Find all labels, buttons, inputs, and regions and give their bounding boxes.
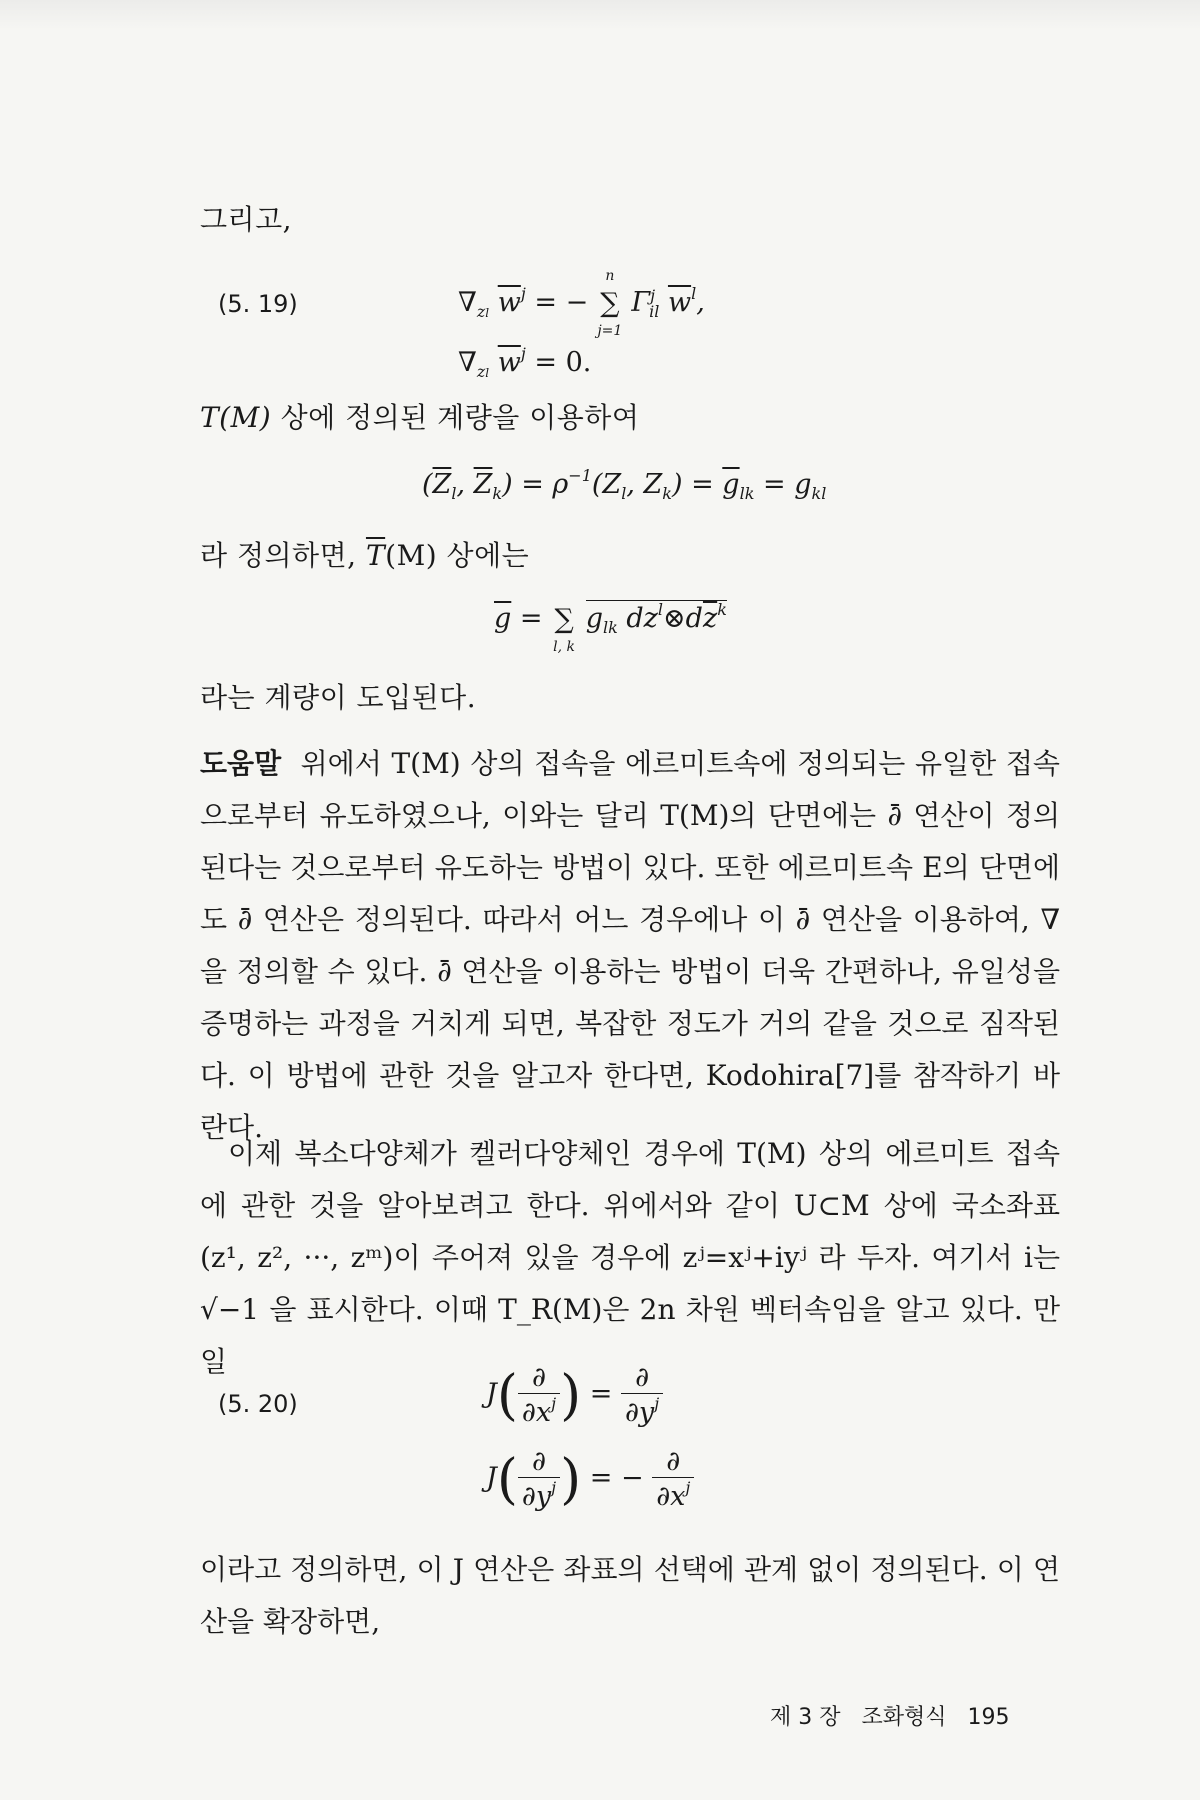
kahler-paragraph: 이제 복소다양체가 켈러다양체인 경우에 T(M) 상의 에르미트 접속에 관한 것을 알아보려고 한다. 위에서와 같이 U⊂M 상에 국소좌표 (z¹, z², ···, zᵐ)이 주어져 있을 경우에 zʲ=xʲ+iyʲ 라 두자. 여기서 i는 √−1 을 표시한다. 이때 T_R(M)은 2n 차원 벡터속임을 알고 있다. 만일 <box>200 1137 1060 1378</box>
defined-line <box>200 532 529 580</box>
equation-number-5-19: (5. 19) <box>218 290 298 318</box>
tm-metric-line <box>200 394 639 442</box>
footer-section: 조화형식 <box>861 1705 947 1730</box>
equation-5-19-line1: $\nabla_{zl}$ $\overline{w}^j$ = − n ∑ j=1 $\Gamma^j_{il}$ $\overline{w}^l$, <box>458 268 705 339</box>
remark-paragraph <box>200 738 1060 1154</box>
tm-metric-text: 상에 정의된 계량을 이용하여 <box>280 401 640 434</box>
introduced-text: 라는 계량이 도입된다. <box>200 681 477 714</box>
footer-chapter: 제 3 장 <box>770 1705 841 1730</box>
equation-5-19-line2: $\nabla_{zl}$ $\overline{w}^j = 0$. <box>458 344 592 381</box>
defined-text-c: (M) 상에는 <box>385 539 530 572</box>
equation-metric-definition: ($\overline{Z}_l$, $\overline{Z}_k) = \rho^{-1}(Z_l$, $Z_k) = \overline{g}_{lk} = g_{kl}$ <box>422 466 827 503</box>
intro-text: 그리고, <box>200 203 293 236</box>
equation-g-bar: $\overline{g}$ = ∑ l, k $g_{lk}$ $dz^l\otimes d\overline{z}^k$ <box>494 600 727 655</box>
equation-5-20-line1: J( $\frac{\partial}{\partial x^j}$ ) = $\frac{\partial}{\partial y^j}$ <box>486 1362 663 1428</box>
running-footer <box>770 1700 1009 1731</box>
t-bar-symbol: $\overline{T}$ <box>365 539 386 572</box>
defined-text-a: 라 정의하면, <box>200 539 357 572</box>
equation-5-20-line2: J( $\frac{\partial}{\partial y^j}$ ) = − $\frac{\partial}{\partial x^j}$ <box>486 1446 694 1512</box>
equation-number-5-20: (5. 20) <box>218 1390 298 1418</box>
page-number: 195 <box>967 1705 1010 1730</box>
remark-title: 도움말 <box>200 747 282 780</box>
page-top-shade <box>0 0 1200 30</box>
j-operator-paragraph: 이라고 정의하면, 이 J 연산은 좌표의 선택에 관계 없이 정의된다. 이 연산을 확장하면, <box>200 1553 1060 1638</box>
tm-symbol: T(M) <box>200 401 272 434</box>
remark-body: 위에서 T(M) 상의 접속을 에르미트속에 정의되는 유일한 접속으로부터 유도하였으나, 이와는 달리 T(M)의 단면에는 ∂̄ 연산이 정의된다는 것으로부터 유도하는 방법이 있다. 또한 에르미트속 E의 단면에도 ∂̄ 연산은 정의된다. 따라서 어느 경우에나 이 ∂̄ 연산을 이용하여, ∇을 정의할 수 있다. ∂̄ 연산을 이용하는 방법이 더욱 간편하나, 유일성을 증명하는 과정을 거치게 되면, 복잡한 정도가 거의 같을 것으로 짐작된다. 이 방법에 관한 것을 알고자 한다면, Kodohira[7]를 참작하기 바란다. <box>200 747 1060 1144</box>
